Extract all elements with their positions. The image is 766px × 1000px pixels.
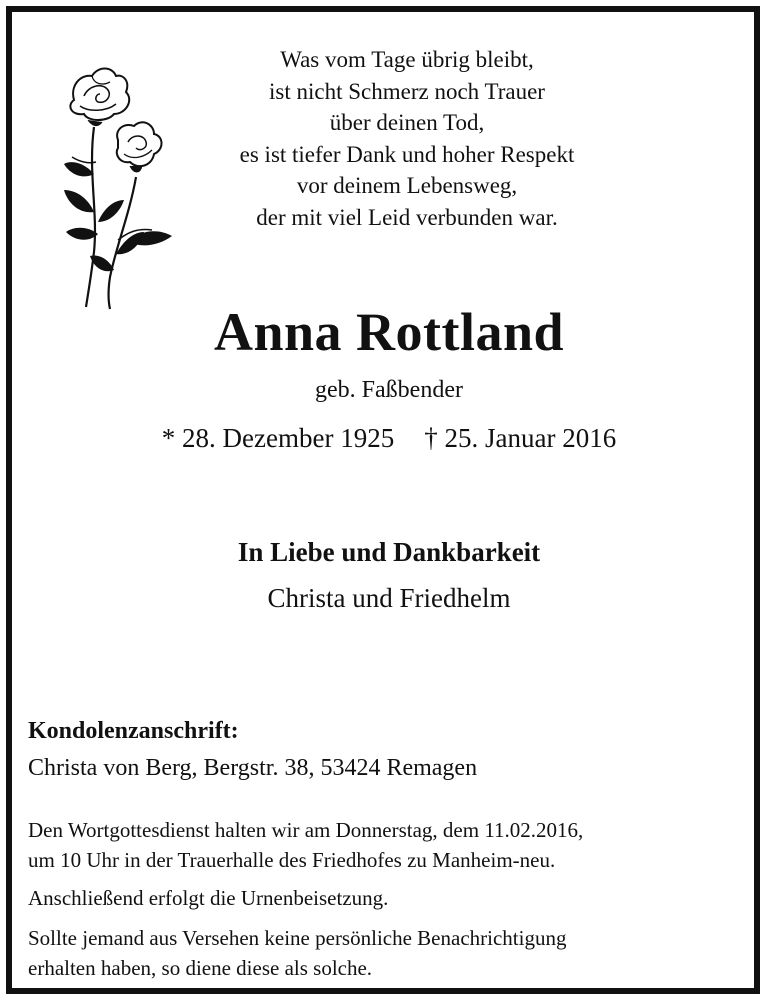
mourners: Christa und Friedhelm: [267, 583, 511, 613]
rose-icon: [54, 62, 184, 312]
service-line: um 10 Uhr in der Trauerhalle des Friedhofes zu Manheim-neu.: [28, 848, 556, 872]
poem: [202, 44, 612, 233]
poem-line: ist nicht Schmerz noch Trauer: [269, 78, 545, 104]
service-line: Den Wortgottesdienst halten wir am Donnerstag, dem 11.02.2016,: [28, 818, 584, 842]
notice-info: [28, 923, 748, 983]
poem-line: der mit viel Leid verbunden war.: [256, 204, 558, 230]
death-date: † 25. Januar 2016: [424, 423, 617, 453]
condolence-address: Christa von Berg, Bergstr. 38, 53424 Remagen: [28, 755, 478, 781]
notice-line: Sollte jemand aus Versehen keine persönliche Benachrichtigung: [28, 926, 567, 950]
poem-line: vor deinem Lebensweg,: [296, 173, 518, 198]
notice-line: erhalten haben, so diene diese als solche.: [28, 956, 373, 980]
deceased-name: Anna Rottland: [213, 302, 565, 362]
poem-line: es ist tiefer Dank und hoher Respekt: [239, 141, 575, 167]
poem-line: über deinen Tod,: [329, 110, 485, 135]
condolence-label: Kondolenzanschrift:: [28, 718, 239, 744]
burial-info: Anschließend erfolgt die Urnenbeisetzung.: [28, 886, 389, 910]
obituary-frame: [6, 6, 760, 994]
life-dates: [12, 421, 766, 455]
poem-line: Was vom Tage übrig bleibt,: [280, 47, 534, 72]
mourning-title: In Liebe und Dankbarkeit: [237, 537, 541, 567]
service-info: [28, 815, 748, 875]
birth-date: * 28. Dezember 1925: [161, 423, 395, 453]
maiden-name: geb. Faßbender: [315, 377, 463, 403]
